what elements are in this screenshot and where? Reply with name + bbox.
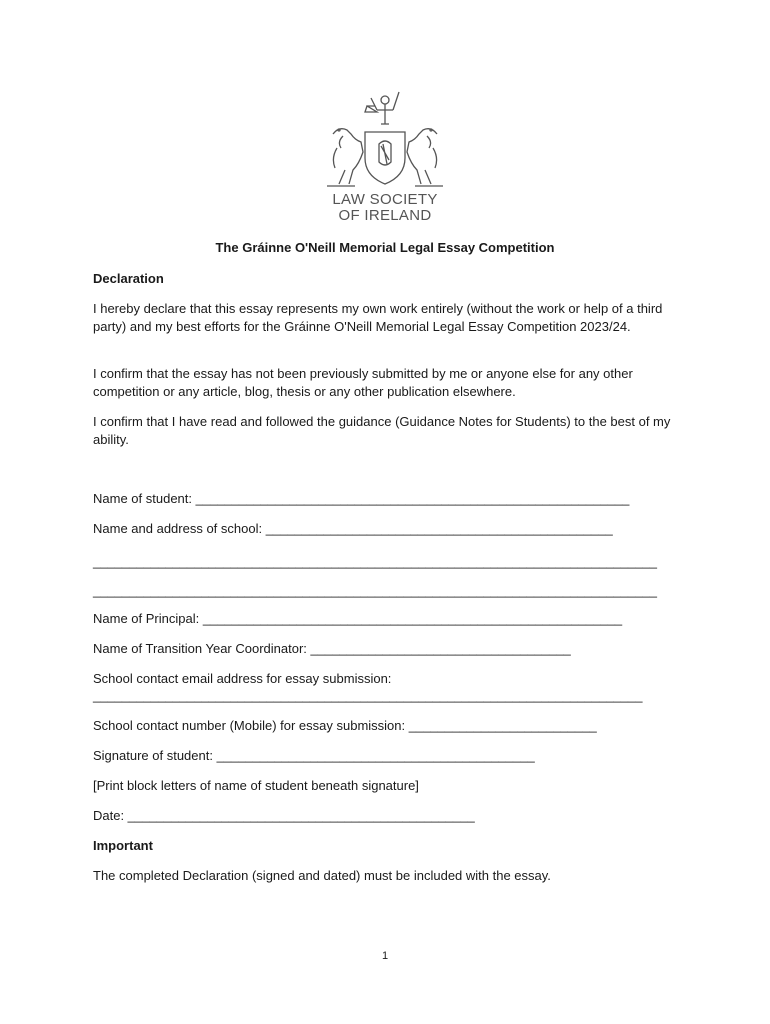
email-label: School contact email address for essay submission: [93, 671, 392, 686]
principal-name-field[interactable]: Name of Principal: __________________________________________________________ [93, 611, 623, 626]
page-number: 1 [381, 950, 389, 962]
date-field[interactable]: Date: ________________________________________________ [93, 808, 475, 823]
school-address-line-1[interactable]: ______________________________________________________________________________ [93, 554, 657, 569]
law-society-logo [0, 88, 770, 230]
logo-text-line1: LAW SOCIETY [332, 191, 438, 208]
important-text: The completed Declaration (signed and dated) must be included with the essay. [93, 868, 551, 883]
print-block-note: [Print block letters of name of student beneath signature] [93, 778, 419, 793]
email-field[interactable]: ____________________________________________________________________________ [93, 688, 643, 703]
logo-text-line2: OF IRELAND [338, 207, 432, 224]
important-heading: Important [93, 838, 153, 853]
mobile-number-field[interactable]: School contact number (Mobile) for essay submission: __________________________ [93, 718, 597, 733]
ty-coordinator-field[interactable]: Name of Transition Year Coordinator: ____________________________________ [93, 641, 571, 656]
signature-field[interactable]: Signature of student: ____________________________________________ [93, 748, 535, 763]
school-name-address-field[interactable]: Name and address of school: ________________________________________________ [93, 521, 613, 536]
declaration-paragraph-3: I confirm that I have read and followed the guidance (Guidance Notes for Students) to the best of my ability. [93, 414, 671, 447]
name-of-student-field[interactable]: Name of student: ____________________________________________________________ [93, 491, 630, 506]
coat-of-arms-icon [315, 88, 455, 192]
school-address-line-2[interactable]: ______________________________________________________________________________ [93, 583, 657, 598]
declaration-heading: Declaration [93, 271, 164, 286]
declaration-paragraph-1: I hereby declare that this essay represents my own work entirely (without the work or help of a third party) and my best efforts for the Gráinne O'Neill Memorial Legal Essay Competition 2023/24. [93, 301, 663, 334]
declaration-paragraph-2: I confirm that the essay has not been previously submitted by me or anyone else for any other competition or any article, blog, thesis or any other publication elsewhere. [93, 366, 633, 399]
page-title: The Gráinne O'Neill Memorial Legal Essay Competition [215, 240, 555, 255]
